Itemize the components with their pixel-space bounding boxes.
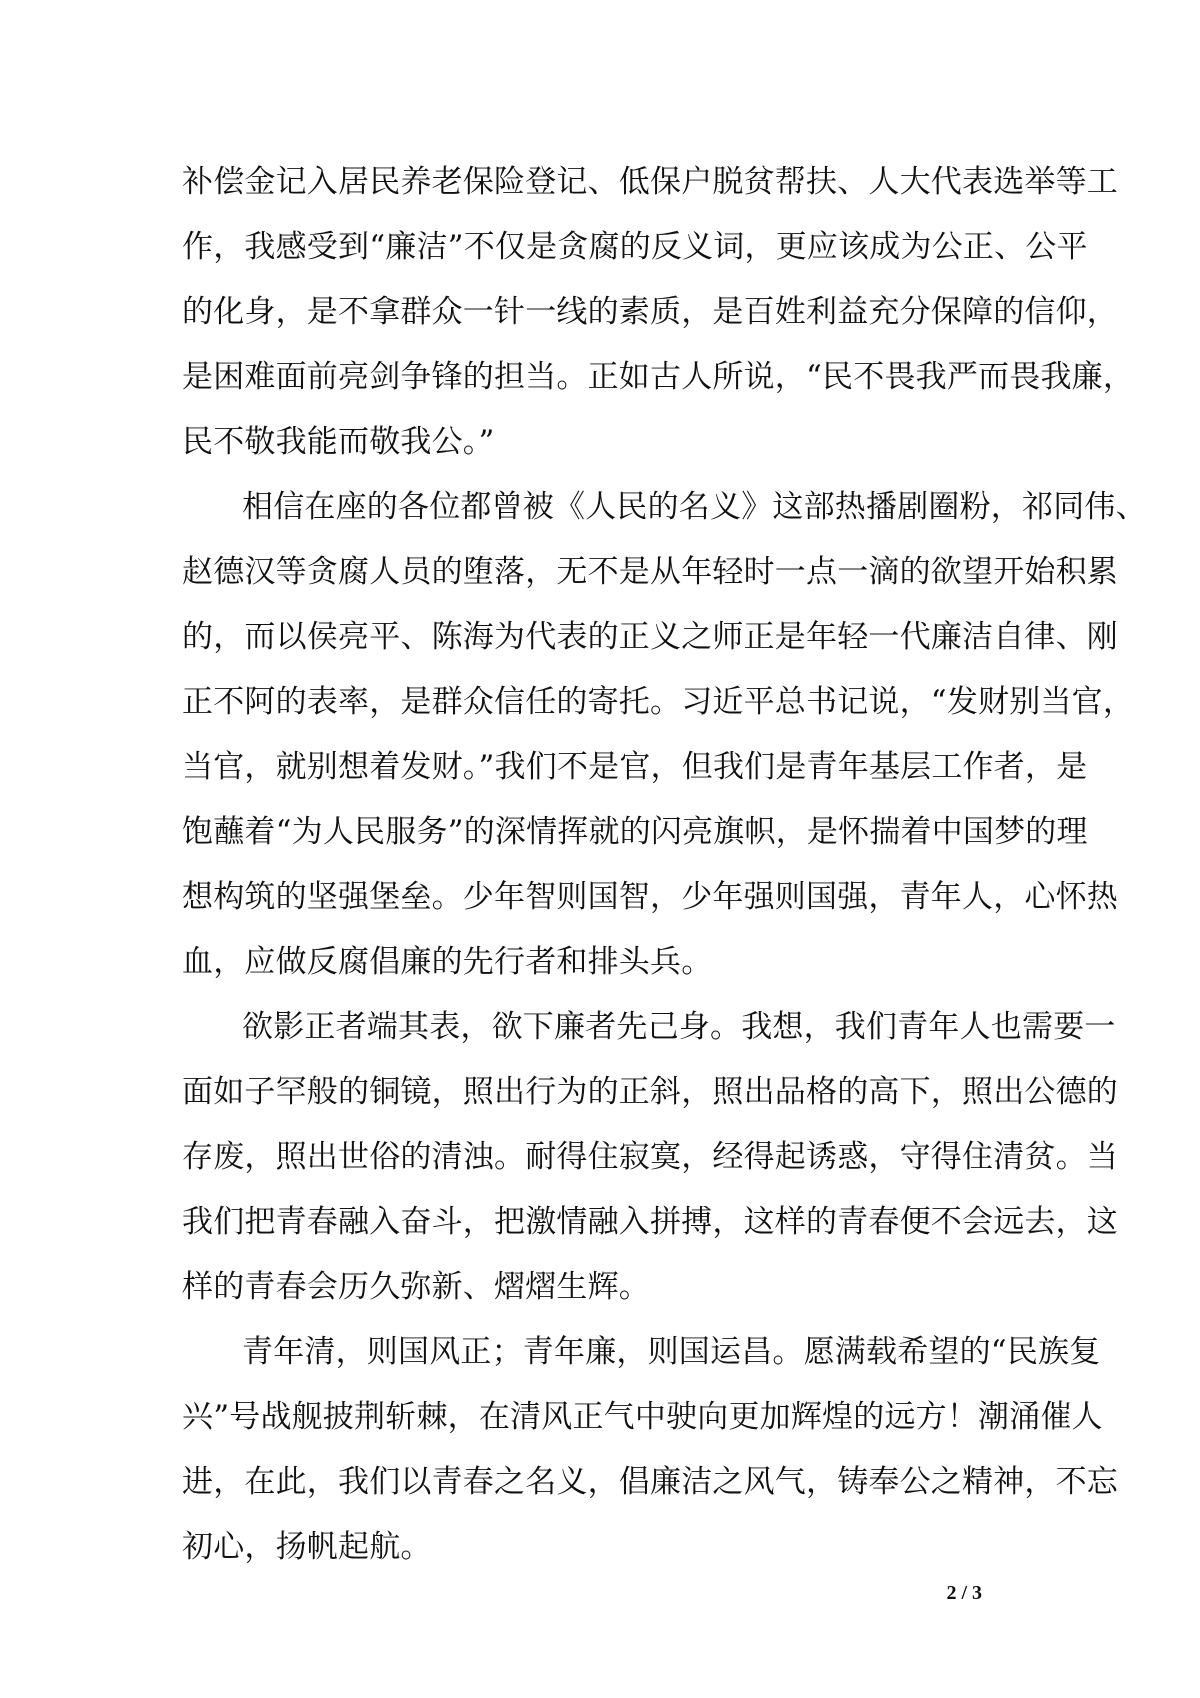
text-line: 想构筑的坚强堡垒。少年智则国智，少年强则国强，青年人，心怀热 [182, 879, 1118, 915]
text-line: 面如子罕般的铜镜，照出行为的正斜，照出品格的高下，照出公德的 [182, 1074, 1118, 1110]
text-line: 当官，就别想着发财。”我们不是官，但我们是青年基层工作者，是 [182, 749, 1088, 785]
document-body [182, 150, 1147, 1580]
text-line: 补偿金记入居民养老保险登记、低保户脱贫帮扶、人大代表选举等工 [182, 164, 1118, 200]
text-line: 饱蘸着“为人民服务”的深情挥就的闪亮旗帜，是怀揣着中国梦的理 [182, 814, 1088, 850]
text-line: 的，而以侯亮平、陈海为代表的正义之师正是年轻一代廉洁自律、刚 [182, 619, 1118, 655]
text-line: 作，我感受到“廉洁”不仅是贪腐的反义词，更应该成为公正、公平 [182, 229, 1088, 265]
text-line: 初心，扬帆起航。 [182, 1529, 432, 1565]
text-line: 样的青春会历久弥新、熠熠生辉。 [182, 1269, 650, 1305]
text-line: 相信在座的各位都曾被《人民的名义》这部热播剧圈粉，祁同伟、 [242, 489, 1147, 525]
text-line: 青年清，则国风正；青年廉，则国运昌。愿满载希望的“民族复 [242, 1334, 1101, 1370]
page-number: 2 / 3 [946, 1582, 982, 1604]
text-line: 正不阿的表率，是群众信任的寄托。习近平总书记说，“发财别当官， [182, 684, 1135, 720]
text-line: 兴”号战舰披荆斩棘，在清风正气中驶向更加辉煌的远方！潮涌催人 [182, 1399, 1103, 1435]
text-line: 我们把青春融入奋斗，把激情融入拼搏，这样的青春便不会远去，这 [182, 1204, 1118, 1240]
text-line: 是困难面前亮剑争锋的担当。正如古人所说，“民不畏我严而畏我廉， [182, 359, 1135, 395]
text-line: 赵德汉等贪腐人员的堕落，无不是从年轻时一点一滴的欲望开始积累 [182, 554, 1118, 590]
text-line: 民不敬我能而敬我公。” [182, 424, 495, 460]
text-line: 血，应做反腐倡廉的先行者和排头兵。 [182, 944, 713, 980]
text-line: 的化身，是不拿群众一针一线的素质，是百姓利益充分保障的信仰， [182, 294, 1118, 330]
text-line: 欲影正者端其表，欲下廉者先己身。我想，我们青年人也需要一 [242, 1009, 1116, 1045]
text-line: 进，在此，我们以青春之名义，倡廉洁之风气，铸奉公之精神，不忘 [182, 1464, 1118, 1500]
text-line: 存废，照出世俗的清浊。耐得住寂寞，经得起诱惑，守得住清贫。当 [182, 1139, 1118, 1175]
